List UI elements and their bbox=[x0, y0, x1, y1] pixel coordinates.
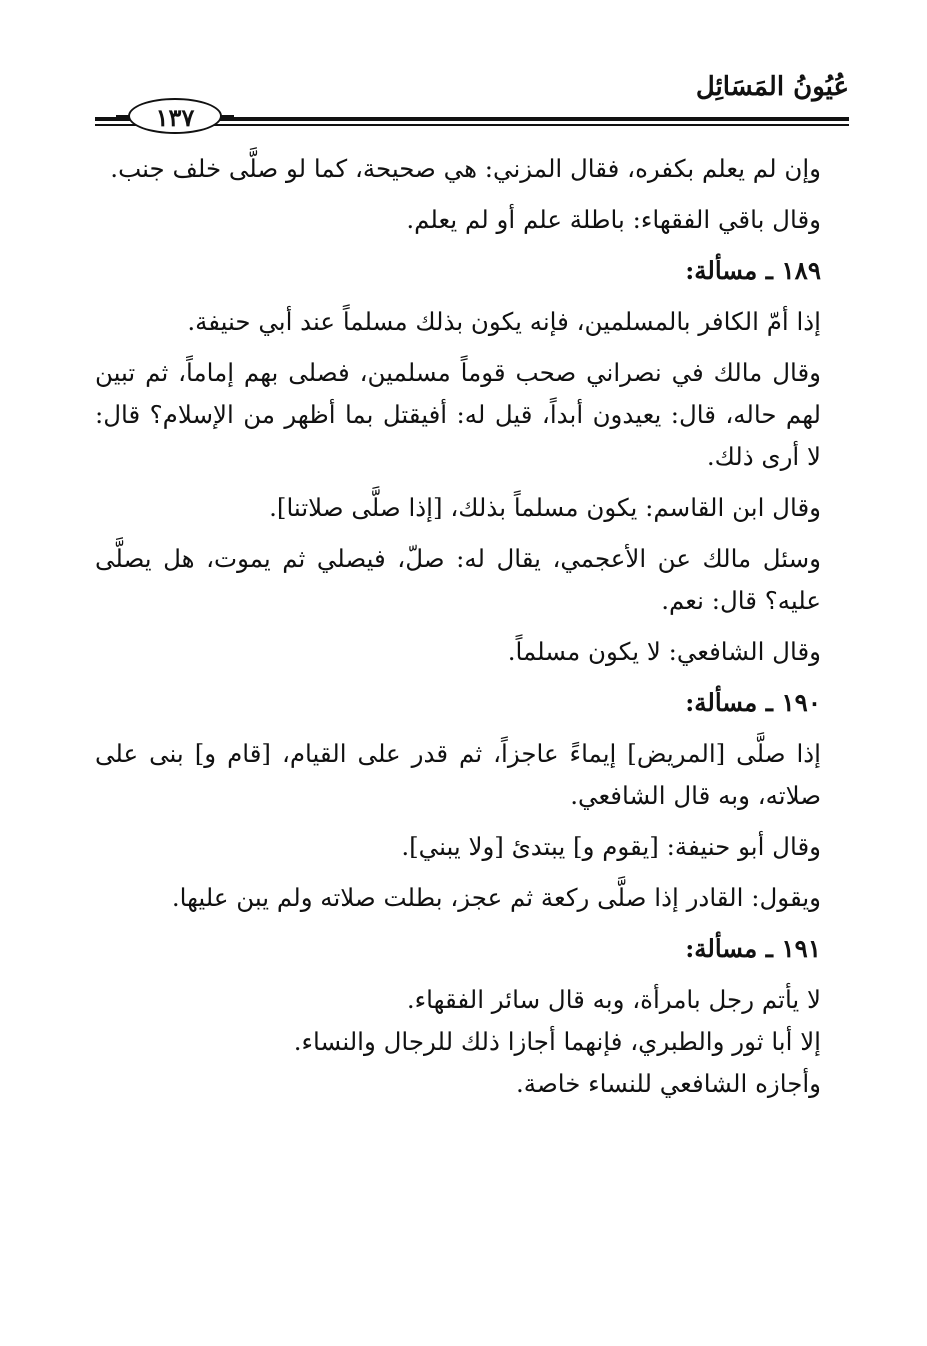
paragraph: ويقول: القادر إذا صلَّى ركعة ثم عجز، بطلت صلاته ولم يبن عليها. bbox=[171, 883, 821, 912]
paragraph: وأجازه الشافعي للنساء خاصة. bbox=[516, 1069, 821, 1098]
section-heading: ١٨٩ ـ مسألة: bbox=[685, 256, 821, 285]
paragraph: وقال باقي الفقهاء: باطلة علم أو لم يعلم. bbox=[406, 205, 821, 234]
paragraph: وإن لم يعلم بكفره، فقال المزني: هي صحيحة، كما لو صلَّى خلف جنب. bbox=[110, 154, 821, 183]
page-number: ١٣٧ bbox=[128, 98, 222, 134]
paragraph: إذا صلَّى [المريض] إيماءً عاجزاً، ثم قدر على القيام، [قام و] بنى على صلاته، وبه قال الشافعي. bbox=[95, 739, 821, 810]
paragraph: وقال الشافعي: لا يكون مسلماً. bbox=[507, 637, 821, 666]
paragraph: وقال ابن القاسم: يكون مسلماً بذلك، [إذا صلَّى صلاتنا]. bbox=[269, 493, 821, 522]
section-heading: ١٩١ ـ مسألة: bbox=[685, 934, 821, 963]
paragraph: وقال مالك في نصراني صحب قوماً مسلمين، فصلى بهم إماماً، ثم تبين لهم حاله، قال: يعيدون أبداً، قيل له: أفيقتل بما أظهر من الإسلام؟ قال: لا أرى ذلك. bbox=[95, 358, 821, 471]
section-heading: ١٩٠ ـ مسألة: bbox=[685, 688, 821, 717]
paragraph: وقال أبو حنيفة: [يقوم و] يبتدئ [ولا يبني]. bbox=[401, 832, 821, 861]
paragraph: لا يأتم رجل بامرأة، وبه قال سائر الفقهاء. bbox=[406, 985, 821, 1014]
page-body bbox=[95, 148, 849, 1105]
paragraph: وسئل مالك عن الأعجمي، يقال له: صلّ، فيصلي ثم يموت، هل يصلَّى عليه؟ قال: نعم. bbox=[95, 544, 821, 615]
paragraph: إذا أمّ الكافر بالمسلمين، فإنه يكون بذلك مسلماً عند أبي حنيفة. bbox=[187, 307, 821, 336]
running-title: عُيُونُ المَسَائِل bbox=[695, 72, 849, 102]
paragraph: إلا أبا ثور والطبري، فإنهما أجازا ذلك للرجال والنساء. bbox=[293, 1027, 821, 1056]
